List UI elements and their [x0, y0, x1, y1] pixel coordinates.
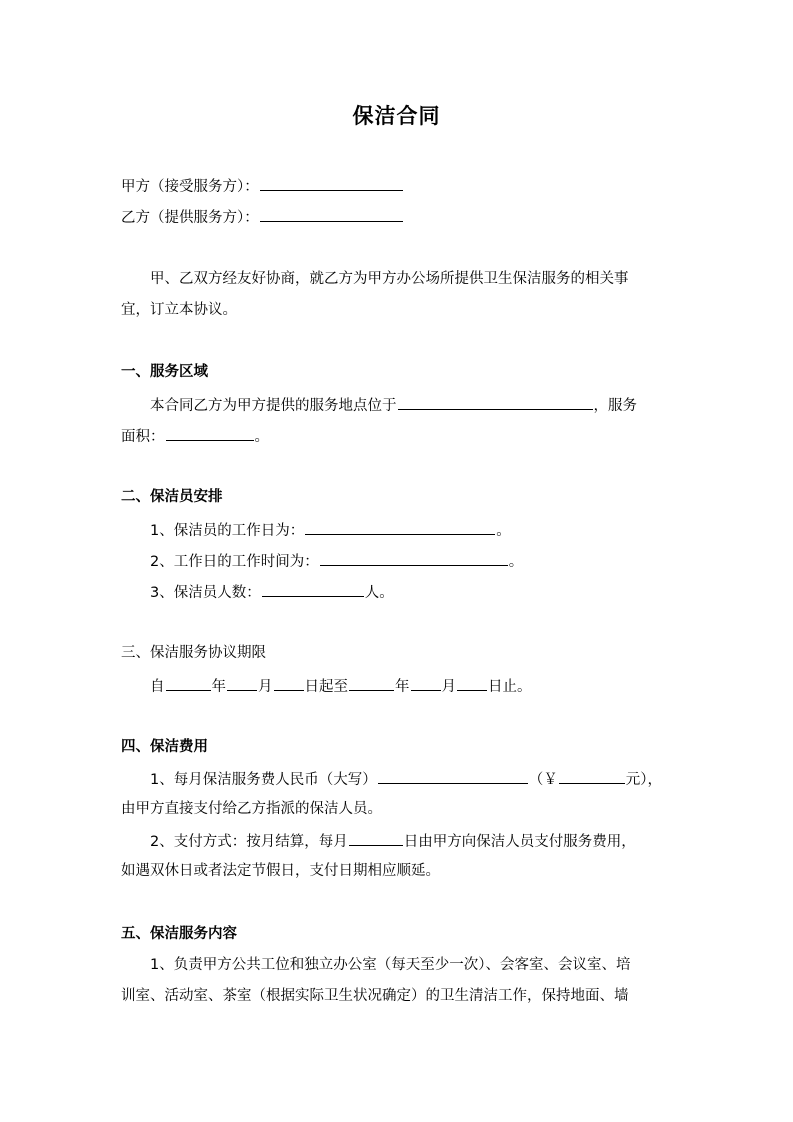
monthly-fee-label: 1、每月保洁服务费人民币（大写）: [150, 772, 377, 788]
service-area-label: 面积：: [121, 429, 165, 445]
workdays-label: 1、保洁员的工作日为：: [150, 523, 305, 539]
section-4-item-2-line-2: 如遇双休日或者法定节假日，支付日期相应顺延。: [121, 863, 440, 879]
term-from-label: 自: [150, 679, 165, 695]
start-month-label: 月: [258, 679, 273, 695]
section-2-heading: 二、保洁员安排: [121, 489, 223, 505]
service-location-suffix: ，服务: [593, 398, 637, 414]
start-day-label: 日起至: [304, 679, 348, 695]
payment-day-blank[interactable]: [349, 830, 403, 846]
cleaner-count-label: 3、保洁员人数：: [150, 585, 261, 601]
service-area-suffix: 。: [254, 429, 269, 445]
party-a-line: [121, 175, 681, 197]
cleaner-count-blank[interactable]: [262, 581, 364, 597]
section-3-heading: 三、保洁服务协议期限: [121, 645, 266, 661]
end-day-blank[interactable]: [457, 675, 487, 691]
section-2-item-3: [150, 581, 710, 603]
start-year-label: 年: [211, 679, 226, 695]
start-year-blank[interactable]: [166, 675, 211, 691]
cleaner-count-suffix: 人。: [364, 585, 394, 601]
end-year-label: 年: [395, 679, 410, 695]
party-a-label: 甲方（接受服务方）：: [121, 179, 259, 195]
work-hours-blank[interactable]: [320, 550, 508, 566]
section-5-item-1-line-2: 训室、活动室、茶室（根据实际卫生状况确定）的卫生清洁工作，保持地面、墙: [121, 988, 629, 1004]
monthly-fee-amount-blank[interactable]: [559, 768, 625, 784]
section-5-item-1-line-1: 1、负责甲方公共工位和独立办公室（每天至少一次）、会客室、会议室、培: [150, 957, 631, 973]
section-1-line-1: [150, 394, 710, 416]
monthly-fee-words-blank[interactable]: [378, 768, 528, 784]
intro-line-2: 宜，订立本协议。: [121, 302, 237, 318]
section-2-item-1: [150, 519, 710, 541]
payment-method-label: 2、支付方式：按月结算，每月: [150, 834, 348, 850]
service-location-blank[interactable]: [398, 394, 593, 410]
service-area-blank[interactable]: [166, 425, 254, 441]
section-5-heading: 五、保洁服务内容: [121, 926, 237, 942]
payment-method-suffix: 日由甲方向保洁人员支付服务费用，: [403, 834, 636, 850]
intro-line-1: 甲、乙双方经友好协商，就乙方为甲方办公场所提供卫生保洁服务的相关事: [150, 271, 629, 287]
service-location-label: 本合同乙方为甲方提供的服务地点位于: [150, 398, 397, 414]
section-4-heading: 四、保洁费用: [121, 739, 208, 755]
party-b-blank[interactable]: [260, 206, 403, 222]
party-b-line: [121, 206, 681, 228]
party-b-label: 乙方（提供服务方）：: [121, 210, 259, 226]
monthly-fee-currency: （￥: [528, 772, 558, 788]
party-a-blank[interactable]: [260, 175, 403, 191]
end-month-blank[interactable]: [411, 675, 441, 691]
section-3-term-line: [150, 675, 710, 697]
document-title: 保洁合同: [352, 103, 441, 128]
monthly-fee-suffix: 元），: [625, 772, 662, 788]
work-hours-suffix: 。: [508, 554, 524, 570]
section-1-heading: 一、服务区域: [121, 364, 208, 380]
section-2-item-2: [150, 550, 710, 572]
section-1-line-2: [121, 425, 681, 447]
start-day-blank[interactable]: [274, 675, 304, 691]
end-year-blank[interactable]: [349, 675, 394, 691]
workdays-suffix: 。: [496, 523, 511, 539]
work-hours-label: 2、工作日的工作时间为：: [150, 554, 319, 570]
section-4-item-1: [150, 768, 710, 790]
section-4-item-2: [150, 830, 710, 852]
workdays-blank[interactable]: [305, 519, 495, 535]
section-4-item-1-line-2: 由甲方直接支付给乙方指派的保洁人员。: [121, 801, 382, 817]
end-day-label: 日止。: [488, 679, 532, 695]
end-month-label: 月: [441, 679, 456, 695]
start-month-blank[interactable]: [227, 675, 257, 691]
